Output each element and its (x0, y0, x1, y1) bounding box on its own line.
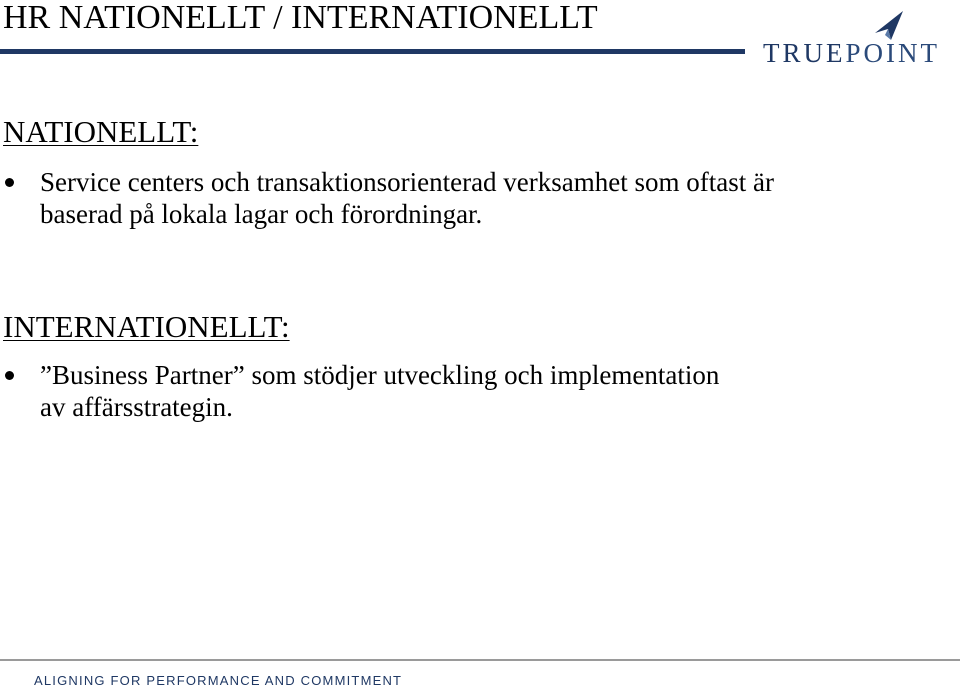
international-heading: INTERNATIONELLT: (3, 309, 290, 344)
footer-divider (0, 659, 960, 661)
title-divider (0, 49, 745, 54)
list-item (3, 166, 943, 230)
international-bullet-text: ”Business Partner” som stödjer utveckling och implementation av affärsstrategin. (40, 360, 720, 422)
truepoint-logo (763, 10, 953, 66)
bullet-icon (5, 371, 14, 380)
slide-title: HR NATIONELLT / INTERNATIONELLT (3, 0, 598, 36)
national-heading: NATIONELLT: (3, 114, 199, 149)
footer-tagline: ALIGNING FOR PERFORMANCE AND COMMITMENT (34, 673, 403, 688)
national-section (3, 114, 943, 230)
logo-wordmark (763, 38, 940, 68)
list-item (3, 359, 943, 423)
logo-text-point: POINT (845, 38, 940, 68)
international-section (3, 309, 943, 423)
bullet-icon (5, 178, 14, 187)
logo-text-true: TRUE (763, 38, 846, 68)
national-bullet-text: Service centers och transaktionsorienterad verksamhet som oftast är baserad på lokala lagar och förordningar. (40, 167, 774, 229)
